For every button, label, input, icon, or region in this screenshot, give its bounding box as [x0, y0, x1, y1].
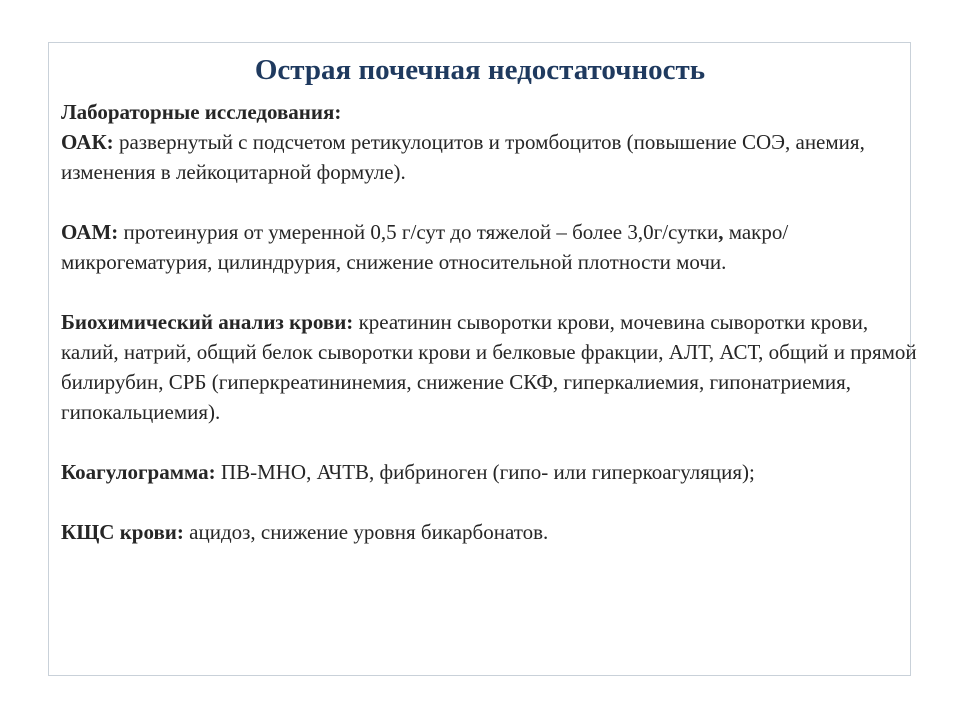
spacer	[61, 277, 921, 307]
section-kshs-label: КЩС крови:	[61, 520, 184, 544]
section-biochem-label: Биохимический анализ крови:	[61, 310, 354, 334]
section-kshs	[61, 517, 921, 547]
spacer	[61, 427, 921, 457]
section-oam-text-1: протеинурия от умеренной 0,5 г/сут до тяжелой – более 3,0г/сутки	[118, 220, 719, 244]
section-oak-text: развернутый с подсчетом ретикулоцитов и тромбоцитов (повышение СОЭ, анемия, изменения в лейкоцитарной формуле).	[61, 130, 865, 184]
section-kshs-text: ацидоз, снижение уровня бикарбонатов.	[183, 520, 549, 544]
spacer	[61, 187, 921, 217]
section-biochem	[61, 307, 921, 427]
section-oam	[61, 217, 921, 277]
section-oak	[61, 127, 921, 187]
spacer	[61, 487, 921, 517]
section-biochem-text: креатинин сыворотки крови, мочевина сыворотки крови, калий, натрий, общий белок сыворотки крови и белковые фракции, АЛТ, АСТ, общий и прямой билирубин, СРБ (гиперкреатининемия, снижение СКФ, гиперкалиемия, гипонатриемия, гипокальциемия).	[61, 310, 917, 424]
section-oam-label: ОАМ:	[61, 220, 119, 244]
section-oam-comma: ,	[718, 220, 724, 244]
section-subtitle: Лабораторные исследования:	[61, 100, 342, 124]
section-oam-text-2: макро/микрогематурия, цилиндрурия, снижение относительной плотности мочи.	[61, 220, 789, 274]
section-coag-label: Коагулограмма:	[61, 460, 216, 484]
slide-title: Острая почечная недостаточность	[254, 54, 706, 86]
section-oak-label: ОАК:	[61, 130, 114, 154]
slide-content	[61, 97, 921, 547]
section-coag	[61, 457, 921, 487]
section-coag-text: ПВ-МНО, АЧТВ, фибриноген (гипо- или гиперкоагуляция);	[215, 460, 755, 484]
